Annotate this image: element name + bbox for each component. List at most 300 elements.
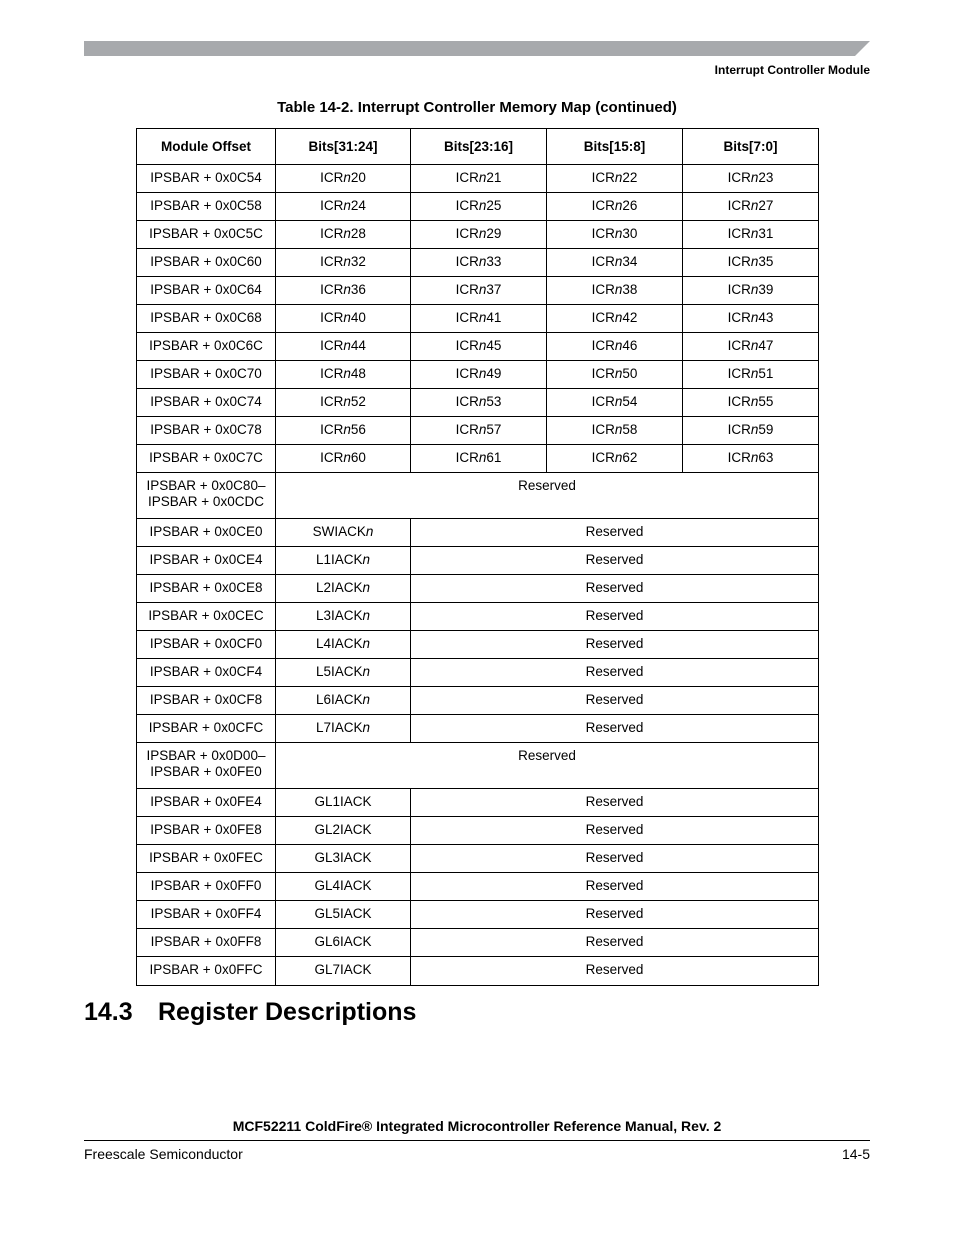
module-offset-cell: IPSBAR + 0x0C74 xyxy=(137,389,276,417)
register-cell xyxy=(276,417,411,445)
register-number: 59 xyxy=(758,422,774,437)
register-prefix: ICR xyxy=(455,394,479,409)
register-variable: n xyxy=(362,552,371,567)
register-cell xyxy=(683,277,819,305)
module-offset-cell: IPSBAR + 0x0CEC xyxy=(137,603,276,631)
register-cell xyxy=(276,249,411,277)
section-title: Register Descriptions xyxy=(158,998,417,1026)
register-cell xyxy=(683,417,819,445)
register-number: 27 xyxy=(758,198,774,213)
offset-range-start: IPSBAR + 0x0C80– xyxy=(146,478,266,493)
footer-rule xyxy=(84,1140,870,1141)
register-variable: n xyxy=(614,226,623,241)
register-cell xyxy=(683,361,819,389)
register-variable: n xyxy=(614,254,623,269)
register-prefix: ICR xyxy=(320,422,344,437)
register-cell: GL7IACK xyxy=(276,957,411,986)
register-number: 48 xyxy=(350,366,366,381)
register-cell xyxy=(276,389,411,417)
register-cell: GL2IACK xyxy=(276,817,411,845)
register-cell xyxy=(276,221,411,249)
column-header: Bits[15:8] xyxy=(547,129,683,165)
register-cell xyxy=(276,361,411,389)
register-number: 62 xyxy=(622,450,638,465)
register-cell xyxy=(411,165,547,193)
register-variable: n xyxy=(362,580,371,595)
register-prefix: ICR xyxy=(727,226,751,241)
register-name: L7IACK xyxy=(315,720,363,735)
register-variable: n xyxy=(343,198,351,213)
register-number: 28 xyxy=(350,226,366,241)
register-variable: n xyxy=(750,338,759,353)
register-variable: n xyxy=(362,692,371,707)
module-offset-cell: IPSBAR + 0x0FF8 xyxy=(137,929,276,957)
reserved-cell: Reserved xyxy=(411,929,819,957)
register-cell xyxy=(411,277,547,305)
table-row xyxy=(137,929,819,957)
register-cell xyxy=(276,631,411,659)
section-heading xyxy=(84,998,416,1027)
table-row xyxy=(137,817,819,845)
register-variable: n xyxy=(614,170,623,185)
table-row xyxy=(137,715,819,743)
register-variable: n xyxy=(478,226,487,241)
register-number: 45 xyxy=(486,338,502,353)
register-number: 35 xyxy=(758,254,774,269)
table-row xyxy=(137,631,819,659)
module-offset-cell: IPSBAR + 0x0CF8 xyxy=(137,687,276,715)
register-prefix: ICR xyxy=(320,310,344,325)
running-header: Interrupt Controller Module xyxy=(714,63,870,77)
register-cell xyxy=(547,417,683,445)
table-caption: Table 14-2. Interrupt Controller Memory Map (continued) xyxy=(277,99,677,116)
reserved-cell: Reserved xyxy=(411,901,819,929)
table-row xyxy=(137,659,819,687)
register-prefix: ICR xyxy=(727,450,751,465)
register-variable: n xyxy=(750,310,759,325)
register-prefix: ICR xyxy=(320,338,344,353)
register-cell xyxy=(411,333,547,361)
register-variable: n xyxy=(750,450,759,465)
register-variable: n xyxy=(343,310,351,325)
module-offset-cell: IPSBAR + 0x0FE8 xyxy=(137,817,276,845)
register-number: 36 xyxy=(350,282,366,297)
register-prefix: ICR xyxy=(320,226,344,241)
register-number: 23 xyxy=(758,170,774,185)
register-variable: n xyxy=(750,394,759,409)
register-variable: n xyxy=(478,422,487,437)
register-variable: n xyxy=(343,338,351,353)
header-bar xyxy=(84,41,870,56)
module-offset-cell xyxy=(137,473,276,519)
register-cell xyxy=(276,193,411,221)
register-number: 46 xyxy=(622,338,638,353)
register-prefix: ICR xyxy=(727,422,751,437)
register-prefix: ICR xyxy=(591,282,615,297)
register-variable: n xyxy=(478,198,487,213)
register-variable: n xyxy=(750,170,759,185)
register-cell xyxy=(411,361,547,389)
reserved-cell: Reserved xyxy=(411,789,819,817)
register-cell xyxy=(683,305,819,333)
table-row xyxy=(137,445,819,473)
register-name: L3IACK xyxy=(315,608,363,623)
module-offset-cell: IPSBAR + 0x0CF4 xyxy=(137,659,276,687)
reserved-cell: Reserved xyxy=(411,957,819,986)
register-variable: n xyxy=(478,310,487,325)
register-number: 51 xyxy=(758,366,774,381)
register-number: 40 xyxy=(350,310,366,325)
table-row xyxy=(137,333,819,361)
register-prefix: ICR xyxy=(455,198,479,213)
register-number: 26 xyxy=(622,198,638,213)
page-number: 14-5 xyxy=(841,1146,870,1162)
register-prefix: ICR xyxy=(591,198,615,213)
module-offset-cell: IPSBAR + 0x0C68 xyxy=(137,305,276,333)
register-variable: n xyxy=(343,254,351,269)
register-name: L4IACK xyxy=(315,636,363,651)
register-prefix: ICR xyxy=(591,338,615,353)
column-header: Bits[31:24] xyxy=(276,129,411,165)
register-prefix: ICR xyxy=(727,170,751,185)
register-variable: n xyxy=(343,366,351,381)
register-name: L1IACK xyxy=(315,552,363,567)
register-cell xyxy=(411,193,547,221)
register-prefix: ICR xyxy=(727,198,751,213)
register-cell xyxy=(276,165,411,193)
register-variable: n xyxy=(614,366,623,381)
register-name: L2IACK xyxy=(315,580,363,595)
reserved-cell: Reserved xyxy=(411,631,819,659)
table-row xyxy=(137,361,819,389)
module-offset-cell: IPSBAR + 0x0C64 xyxy=(137,277,276,305)
register-prefix: ICR xyxy=(455,422,479,437)
register-variable: n xyxy=(365,524,374,539)
register-number: 24 xyxy=(350,198,366,213)
register-cell xyxy=(547,249,683,277)
register-cell xyxy=(547,361,683,389)
register-number: 31 xyxy=(758,226,774,241)
footer-company: Freescale Semiconductor xyxy=(84,1146,243,1162)
register-variable: n xyxy=(614,422,623,437)
reserved-cell: Reserved xyxy=(411,873,819,901)
register-variable: n xyxy=(478,338,487,353)
register-variable: n xyxy=(614,338,623,353)
module-offset-cell: IPSBAR + 0x0C7C xyxy=(137,445,276,473)
table-row xyxy=(137,417,819,445)
table-row xyxy=(137,221,819,249)
register-number: 63 xyxy=(758,450,774,465)
register-variable: n xyxy=(343,226,351,241)
register-cell xyxy=(683,249,819,277)
register-number: 61 xyxy=(486,450,502,465)
register-number: 53 xyxy=(486,394,502,409)
register-number: 43 xyxy=(758,310,774,325)
register-number: 60 xyxy=(350,450,366,465)
register-variable: n xyxy=(614,394,623,409)
register-number: 57 xyxy=(486,422,502,437)
register-cell xyxy=(276,575,411,603)
register-cell: GL4IACK xyxy=(276,873,411,901)
register-variable: n xyxy=(478,366,487,381)
register-cell xyxy=(411,221,547,249)
table-row xyxy=(137,389,819,417)
register-number: 29 xyxy=(486,226,502,241)
register-prefix: ICR xyxy=(727,338,751,353)
register-cell xyxy=(547,333,683,361)
register-variable: n xyxy=(362,664,371,679)
register-cell xyxy=(276,445,411,473)
module-offset-cell: IPSBAR + 0x0CE8 xyxy=(137,575,276,603)
register-cell xyxy=(276,305,411,333)
register-prefix: ICR xyxy=(320,254,344,269)
offset-range-end: IPSBAR + 0x0FE0 xyxy=(150,764,262,779)
module-offset-cell: IPSBAR + 0x0FEC xyxy=(137,845,276,873)
module-offset-cell: IPSBAR + 0x0C60 xyxy=(137,249,276,277)
table-row xyxy=(137,305,819,333)
table-row xyxy=(137,957,819,986)
register-cell xyxy=(276,333,411,361)
module-offset-cell: IPSBAR + 0x0C58 xyxy=(137,193,276,221)
register-number: 20 xyxy=(350,170,366,185)
register-variable: n xyxy=(750,366,759,381)
register-number: 25 xyxy=(486,198,502,213)
table-row xyxy=(137,519,819,547)
module-offset-cell: IPSBAR + 0x0FE4 xyxy=(137,789,276,817)
module-offset-cell: IPSBAR + 0x0C5C xyxy=(137,221,276,249)
reserved-cell: Reserved xyxy=(411,845,819,873)
register-variable: n xyxy=(478,394,487,409)
register-cell xyxy=(683,221,819,249)
register-variable: n xyxy=(362,636,371,651)
register-number: 30 xyxy=(622,226,638,241)
register-variable: n xyxy=(750,198,759,213)
register-number: 47 xyxy=(758,338,774,353)
register-variable: n xyxy=(478,254,487,269)
table-row xyxy=(137,575,819,603)
register-variable: n xyxy=(614,282,623,297)
module-offset-cell: IPSBAR + 0x0CE0 xyxy=(137,519,276,547)
table-row xyxy=(137,603,819,631)
register-prefix: ICR xyxy=(320,170,344,185)
register-cell xyxy=(276,277,411,305)
register-prefix: ICR xyxy=(320,366,344,381)
table-row xyxy=(137,901,819,929)
table-row xyxy=(137,277,819,305)
module-offset-cell: IPSBAR + 0x0C6C xyxy=(137,333,276,361)
reserved-cell: Reserved xyxy=(411,603,819,631)
register-prefix: ICR xyxy=(320,282,344,297)
register-cell xyxy=(547,221,683,249)
register-prefix: ICR xyxy=(591,366,615,381)
register-cell: GL5IACK xyxy=(276,901,411,929)
table-row xyxy=(137,473,819,519)
register-cell xyxy=(276,547,411,575)
reserved-cell: Reserved xyxy=(276,473,819,519)
column-header: Bits[7:0] xyxy=(683,129,819,165)
reserved-cell: Reserved xyxy=(411,547,819,575)
module-offset-cell: IPSBAR + 0x0C78 xyxy=(137,417,276,445)
offset-range-end: IPSBAR + 0x0CDC xyxy=(148,494,264,509)
register-variable: n xyxy=(750,422,759,437)
register-variable: n xyxy=(478,282,487,297)
register-cell xyxy=(683,445,819,473)
register-variable: n xyxy=(750,282,759,297)
register-variable: n xyxy=(478,170,487,185)
register-name: L6IACK xyxy=(315,692,363,707)
register-cell xyxy=(547,305,683,333)
register-prefix: ICR xyxy=(455,226,479,241)
register-cell xyxy=(411,445,547,473)
reserved-cell: Reserved xyxy=(276,743,819,789)
register-prefix: ICR xyxy=(727,254,751,269)
table-row xyxy=(137,873,819,901)
register-number: 56 xyxy=(350,422,366,437)
reserved-cell: Reserved xyxy=(411,575,819,603)
register-variable: n xyxy=(478,450,487,465)
register-cell xyxy=(276,687,411,715)
register-number: 49 xyxy=(486,366,502,381)
register-cell xyxy=(547,389,683,417)
register-cell xyxy=(276,519,411,547)
register-cell xyxy=(411,249,547,277)
register-number: 50 xyxy=(622,366,638,381)
module-offset-cell: IPSBAR + 0x0C54 xyxy=(137,165,276,193)
register-prefix: ICR xyxy=(455,338,479,353)
register-cell xyxy=(547,193,683,221)
register-cell xyxy=(547,445,683,473)
register-prefix: ICR xyxy=(455,170,479,185)
register-prefix: ICR xyxy=(591,226,615,241)
register-number: 41 xyxy=(486,310,502,325)
table-row xyxy=(137,743,819,789)
column-header: Module Offset xyxy=(137,129,276,165)
register-cell: GL6IACK xyxy=(276,929,411,957)
register-prefix: ICR xyxy=(591,170,615,185)
register-variable: n xyxy=(362,608,371,623)
register-cell xyxy=(276,659,411,687)
register-variable: n xyxy=(750,226,759,241)
table-row xyxy=(137,547,819,575)
register-prefix: ICR xyxy=(320,450,344,465)
register-prefix: ICR xyxy=(591,310,615,325)
register-cell xyxy=(411,417,547,445)
register-prefix: ICR xyxy=(591,254,615,269)
module-offset-cell: IPSBAR + 0x0CE4 xyxy=(137,547,276,575)
register-variable: n xyxy=(343,422,351,437)
register-cell xyxy=(276,603,411,631)
section-number: 14.3 xyxy=(84,998,133,1026)
register-cell xyxy=(547,165,683,193)
register-variable: n xyxy=(614,310,623,325)
register-number: 21 xyxy=(486,170,502,185)
register-prefix: ICR xyxy=(727,282,751,297)
register-prefix: ICR xyxy=(727,366,751,381)
register-name: SWIACK xyxy=(312,524,366,539)
register-number: 39 xyxy=(758,282,774,297)
register-variable: n xyxy=(343,394,351,409)
register-number: 55 xyxy=(758,394,774,409)
offset-range-start: IPSBAR + 0x0D00– xyxy=(146,748,266,763)
reserved-cell: Reserved xyxy=(411,659,819,687)
reserved-cell: Reserved xyxy=(411,687,819,715)
memory-map-table xyxy=(136,128,819,986)
register-prefix: ICR xyxy=(591,394,615,409)
table-row xyxy=(137,845,819,873)
register-variable: n xyxy=(750,254,759,269)
footer-document-title: MCF52211 ColdFire® Integrated Microcontroller Reference Manual, Rev. 2 xyxy=(232,1118,722,1134)
register-prefix: ICR xyxy=(455,310,479,325)
register-number: 44 xyxy=(350,338,366,353)
register-variable: n xyxy=(362,720,371,735)
register-variable: n xyxy=(614,450,623,465)
register-variable: n xyxy=(343,450,351,465)
register-cell xyxy=(683,165,819,193)
register-cell xyxy=(411,389,547,417)
register-number: 33 xyxy=(486,254,502,269)
register-prefix: ICR xyxy=(591,422,615,437)
register-name: L5IACK xyxy=(315,664,363,679)
register-number: 34 xyxy=(622,254,638,269)
register-number: 32 xyxy=(350,254,366,269)
table-row xyxy=(137,193,819,221)
table-body xyxy=(137,165,819,986)
table-row xyxy=(137,789,819,817)
module-offset-cell: IPSBAR + 0x0FFC xyxy=(137,957,276,986)
register-number: 37 xyxy=(486,282,502,297)
register-number: 42 xyxy=(622,310,638,325)
module-offset-cell: IPSBAR + 0x0FF4 xyxy=(137,901,276,929)
register-cell xyxy=(683,389,819,417)
register-prefix: ICR xyxy=(727,394,751,409)
register-cell xyxy=(411,305,547,333)
register-cell: GL3IACK xyxy=(276,845,411,873)
table-row xyxy=(137,249,819,277)
register-variable: n xyxy=(343,282,351,297)
register-number: 58 xyxy=(622,422,638,437)
register-number: 22 xyxy=(622,170,638,185)
register-prefix: ICR xyxy=(455,450,479,465)
module-offset-cell xyxy=(137,743,276,789)
register-prefix: ICR xyxy=(455,282,479,297)
reserved-cell: Reserved xyxy=(411,519,819,547)
register-cell xyxy=(683,333,819,361)
register-prefix: ICR xyxy=(455,254,479,269)
column-header: Bits[23:16] xyxy=(411,129,547,165)
table-row xyxy=(137,687,819,715)
module-offset-cell: IPSBAR + 0x0C70 xyxy=(137,361,276,389)
register-cell xyxy=(683,193,819,221)
table-header-row xyxy=(137,129,819,165)
table-row xyxy=(137,165,819,193)
module-offset-cell: IPSBAR + 0x0CF0 xyxy=(137,631,276,659)
reserved-cell: Reserved xyxy=(411,817,819,845)
register-prefix: ICR xyxy=(320,394,344,409)
module-offset-cell: IPSBAR + 0x0CFC xyxy=(137,715,276,743)
register-prefix: ICR xyxy=(591,450,615,465)
register-number: 54 xyxy=(622,394,638,409)
reserved-cell: Reserved xyxy=(411,715,819,743)
register-prefix: ICR xyxy=(727,310,751,325)
register-cell xyxy=(547,277,683,305)
module-offset-cell: IPSBAR + 0x0FF0 xyxy=(137,873,276,901)
register-number: 52 xyxy=(350,394,366,409)
register-cell xyxy=(276,715,411,743)
register-variable: n xyxy=(343,170,351,185)
register-cell: GL1IACK xyxy=(276,789,411,817)
register-number: 38 xyxy=(622,282,638,297)
register-prefix: ICR xyxy=(320,198,344,213)
